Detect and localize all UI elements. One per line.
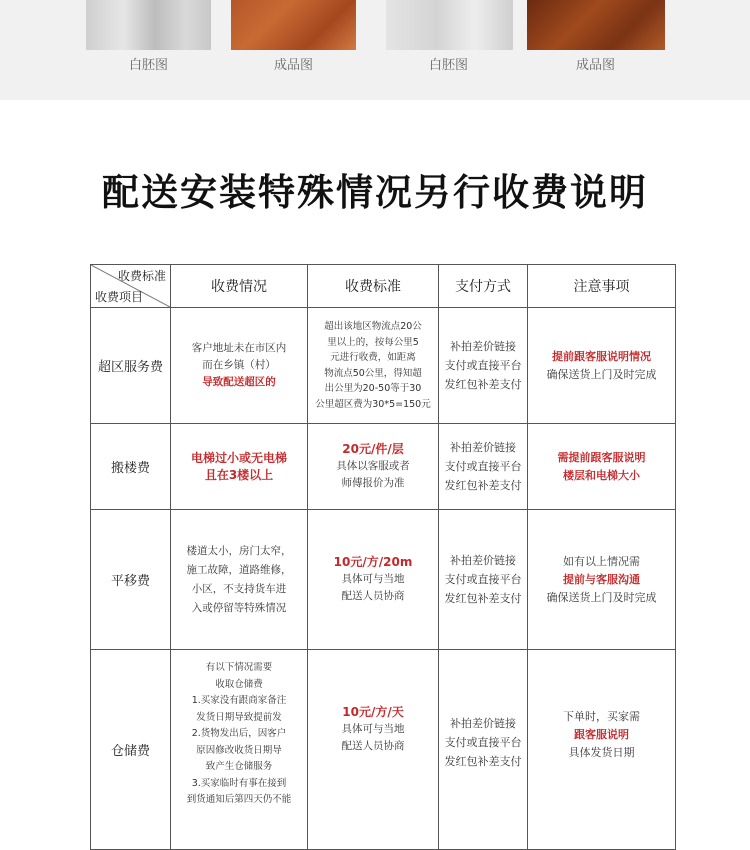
sample-caption: 成品图 xyxy=(273,58,313,73)
finished-sample-image xyxy=(231,0,356,50)
table-row xyxy=(91,650,676,850)
sample-caption: 白胚图 xyxy=(128,58,168,73)
row-notes: 如有以上情况需 提前与客服沟通 确保送货上门及时完成 xyxy=(528,510,676,650)
row-situation: 楼道太小，房门太窄， 施工故障，道路维修， 小区，不支持货车进 入或停留等特殊情况 xyxy=(171,510,308,650)
row-item: 平移费 xyxy=(91,510,171,650)
row-standard: 20元/件/层 具体以客服或者 师傅报价为准 xyxy=(308,424,439,510)
row-situation: 客户地址未在市区内 而在乡镇（村） 导致配送超区的 xyxy=(171,308,308,424)
table-row xyxy=(91,510,676,650)
row-item: 超区服务费 xyxy=(91,308,171,424)
row-notes: 下单时，买家需 跟客服说明 具体发货日期 xyxy=(528,650,676,850)
sample-caption: 白胚图 xyxy=(428,58,468,73)
white-blank-sample-image xyxy=(86,0,211,50)
row-payment: 补拍差价链接 支付或直接平台 发红包补差支付 xyxy=(439,510,528,650)
header-diagonal-cell xyxy=(91,265,171,308)
header-diag-bottom: 收费项目 xyxy=(95,290,144,304)
row-notes: 提前跟客服说明情况 确保送货上门及时完成 xyxy=(528,308,676,424)
row-situation: 有以下情况需要 收取仓储费 1.买家没有跟商家备注 发货日期导致提前发 2.货物发出后，因客户 原因修改收货日期导 致产生仓储服务 3.买家临时有事在接到 到货通知后第四天仍不能 xyxy=(171,650,308,850)
header-diag-top: 收费标准 xyxy=(117,269,166,283)
header-notes: 注意事项 xyxy=(528,265,676,308)
row-standard: 超出该地区物流点20公 里以上的，按每公里5 元进行收费，如距离 物流点50公里，得知超 出公里为20-50等于30 公里超区费为30*5=150元 xyxy=(308,308,439,424)
sample-caption: 成品图 xyxy=(575,58,615,73)
fee-table xyxy=(90,264,676,850)
header-situation: 收费情况 xyxy=(171,265,308,308)
row-notes: 需提前跟客服说明 楼层和电梯大小 xyxy=(528,424,676,510)
row-payment: 补拍差价链接 支付或直接平台 发红包补差支付 xyxy=(439,650,528,850)
row-standard: 10元/方/天 具体可与当地 配送人员协商 xyxy=(308,650,439,850)
white-blank-sample-image xyxy=(386,0,513,50)
row-item: 仓储费 xyxy=(91,650,171,850)
table-row xyxy=(91,308,676,424)
row-payment: 补拍差价链接 支付或直接平台 发红包补差支付 xyxy=(439,424,528,510)
row-payment: 补拍差价链接 支付或直接平台 发红包补差支付 xyxy=(439,308,528,424)
table-row xyxy=(91,424,676,510)
header-payment: 支付方式 xyxy=(439,265,528,308)
header-standard: 收费标准 xyxy=(308,265,439,308)
row-item: 搬楼费 xyxy=(91,424,171,510)
row-situation: 电梯过小或无电梯 且在3楼以上 xyxy=(171,424,308,510)
sample-images-band xyxy=(0,0,750,100)
row-standard: 10元/方/20m 具体可与当地 配送人员协商 xyxy=(308,510,439,650)
page-title: 配送安装特殊情况另行收费说明 xyxy=(102,171,648,214)
finished-sample-image xyxy=(527,0,665,50)
table-header-row xyxy=(91,265,676,308)
